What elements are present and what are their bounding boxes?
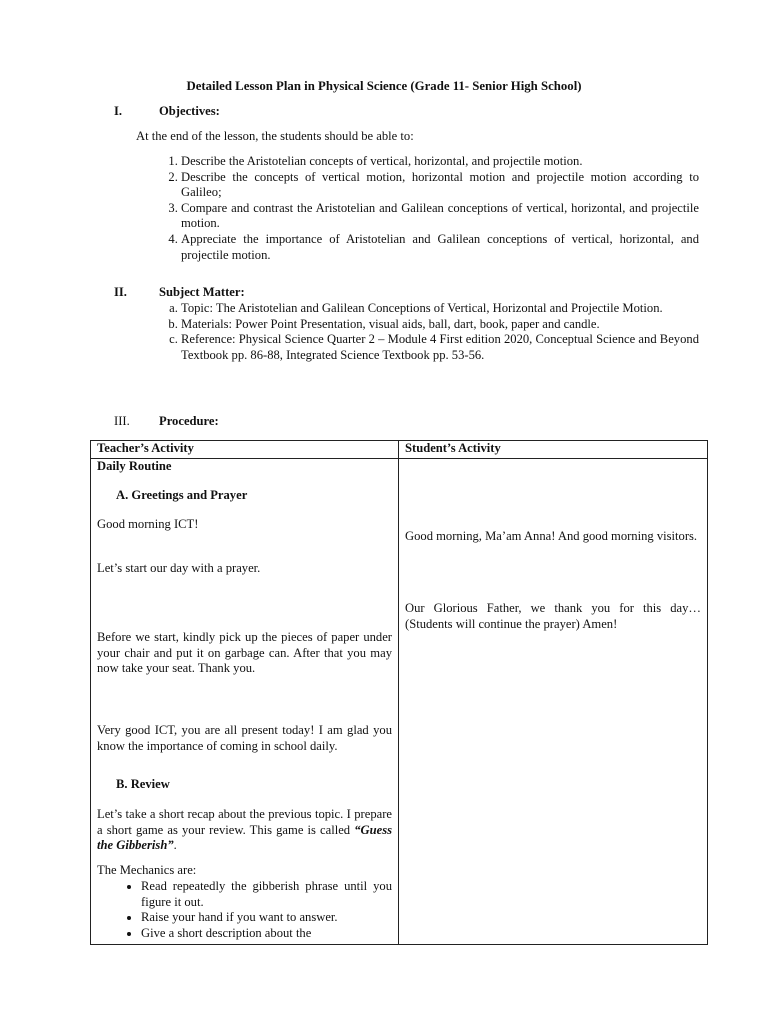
list-item: c. Reference: Physical Science Quarter 2 – Module 4 First edition 2020, Conceptual Science and Beyond Textbook pp. 86-88, Integrated Science Textbook pp. 53-56. (181, 332, 699, 363)
section-heading-subject-matter: Subject Matter: (159, 285, 245, 299)
mechanics-list (97, 879, 392, 941)
list-item: 1. Describe the Aristotelian concepts of vertical, horizontal, and projectile motion. (181, 154, 699, 170)
section-number-subject-matter: II. (114, 285, 127, 299)
list-item: 3. Compare and contrast the Aristotelian and Galilean conceptions of vertical, horizontal, and projectile motion. (181, 201, 699, 232)
list-item: 2. Describe the concepts of vertical motion, horizontal motion and projectile motion according to Galileo; (181, 170, 699, 201)
review-intro (97, 807, 392, 854)
greetings-heading: A. Greetings and Prayer (116, 488, 248, 502)
section-number-procedure: III. (114, 414, 130, 428)
daily-routine-heading: Daily Routine (97, 459, 172, 473)
mechanics-label: The Mechanics are: (97, 863, 197, 877)
section-heading-objectives: Objectives: (159, 104, 220, 118)
mechanics-list-wrap (97, 879, 392, 941)
review-intro-end: . (173, 838, 177, 853)
review-heading: B. Review (116, 777, 170, 791)
list-item: b. Materials: Power Point Presentation, visual aids, ball, dart, book, paper and candle. (181, 317, 699, 333)
table-row (91, 459, 708, 945)
student-activity-cell (399, 459, 708, 945)
objectives-intro: At the end of the lesson, the students should be able to: (136, 129, 414, 143)
section-heading-procedure: Procedure: (159, 414, 219, 428)
list-item: • Raise your hand if you want to answer. (141, 910, 392, 926)
teacher-activity-cell (91, 459, 399, 945)
subject-matter-list (159, 301, 699, 363)
header-student-activity: Student’s Activity (399, 441, 708, 459)
list-item: • Read repeatedly the gibberish phrase until you figure it out. (141, 879, 392, 910)
review-intro-text: Let’s take a short recap about the previous topic. I prepare a short game as your review. This game is called (97, 807, 392, 837)
teacher-greeting: Good morning ICT! (97, 517, 199, 531)
procedure-table (90, 440, 708, 945)
list-item: a. Topic: The Aristotelian and Galilean Conceptions of Vertical, Horizontal and Projectile Motion. (181, 301, 699, 317)
review-game-name: “Guess the Gibberish” (97, 822, 392, 853)
objectives-list (159, 154, 699, 263)
teacher-attendance-note: Very good ICT, you are all present today! I am glad you know the importance of coming in school daily. (97, 723, 392, 753)
document-title: Detailed Lesson Plan in Physical Science (Grade 11- Senior High School) (186, 79, 582, 93)
student-prayer: Our Glorious Father, we thank you for this day… (Students will continue the prayer) Amen! (405, 601, 701, 631)
teacher-pickup-instruction: Before we start, kindly pick up the pieces of paper under your chair and put it on garbage can. After that you may now take your seat. Thank you. (97, 630, 392, 676)
section-number-objectives: I. (114, 104, 123, 118)
teacher-prayer: Let’s start our day with a prayer. (97, 561, 261, 575)
student-greeting: Good morning, Ma’am Anna! And good morning visitors. (405, 529, 698, 543)
list-item: • Give a short description about the (141, 926, 392, 942)
list-item: 4. Appreciate the importance of Aristotelian and Galilean conceptions of vertical, horizontal, and projectile motion. (181, 232, 699, 263)
header-teacher-activity: Teacher’s Activity (91, 441, 399, 459)
table-header-row (91, 441, 708, 459)
